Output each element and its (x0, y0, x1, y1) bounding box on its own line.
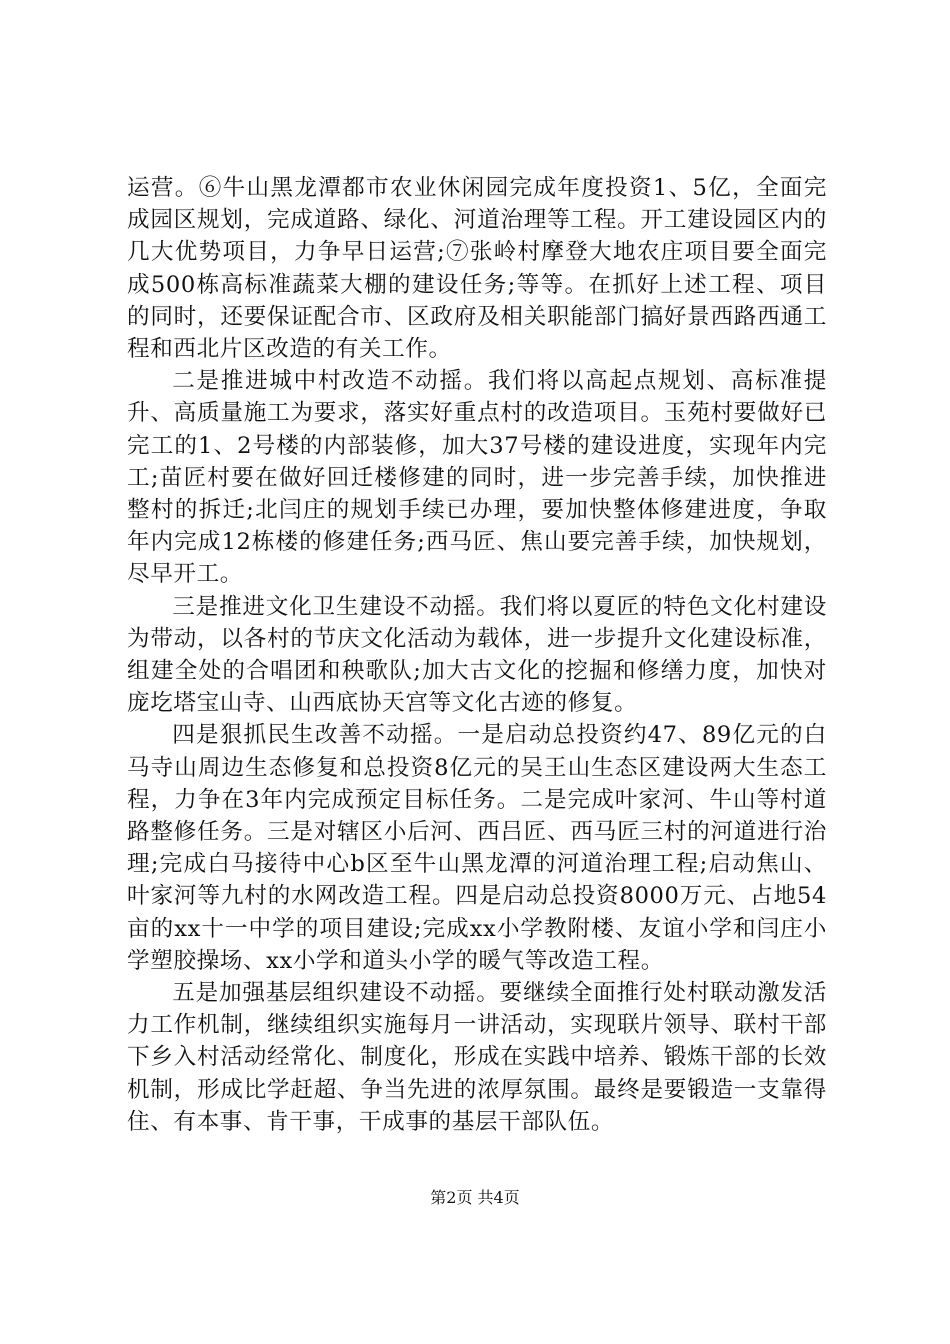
paragraph-village-renovation: 二是推进城中村改造不动摇。我们将以高起点规划、高标准提升、高质量施工为要求，落实好重点村的改造项目。玉苑村要做好已完工的1、2号楼的内部装修，加大37号楼的建设进度，实现年内完工;苗匠村要在做好回迁楼修建的同时，进一步完善手续，加快推进整村的拆迁;北闫庄的规划手续已办理，要加快整体修建进度，争取年内完成12栋楼的修建任务;西马匠、焦山要完善手续，加快规划，尽早开工。 (127, 368, 827, 588)
paragraph-grassroots: 五是加强基层组织建设不动摇。要继续全面推行处村联动激发活力工作机制，继续组织实施每月一讲活动，实现联片领导、联村干部下乡入村活动经常化、制度化，形成在实践中培养、锻炼干部的长效机制，形成比学赶超、争当先进的浓厚氛围。最终是要锻造一支靠得住、有本事、肯干事，干成事的基层干部队伍。 (127, 980, 827, 1135)
paragraph-livelihood: 四是狠抓民生改善不动摇。一是启动总投资约47、89亿元的白马寺山周边生态修复和总投资8亿元的吴王山生态区建设两大生态工程，力争在3年内完成预定目标任务。二是完成叶家河、牛山等村道路整修任务。三是对辖区小后河、西吕匠、西马匠三村的河道进行治理;完成白马接待中心b区至牛山黑龙潭的河道治理工程;启动焦山、叶家河等九村的水网改造工程。四是启动总投资8000万元、占地54亩的xx十一中学的项目建设;完成xx小学教附楼、友谊小学和闫庄小学塑胶操场、xx小学和道头小学的暖气等改造工程。 (127, 722, 827, 974)
paragraph-continuation: 运营。⑥牛山黑龙潭都市农业休闲园完成年度投资1、5亿，全面完成园区规划，完成道路、绿化、河道治理等工程。开工建设园区内的几大优势项目，力争早日运营;⑦张岭村摩登大地农庄项目要全面完成500栋高标准蔬菜大棚的建设任务;等等。在抓好上述工程、项目的同时，还要保证配合市、区政府及相关职能部门搞好景西路西通工程和西北片区改造的有关工作。 (127, 175, 827, 363)
document-body (127, 172, 827, 1138)
page-number: 第2页 共4页 (430, 1188, 520, 1207)
paragraph-culture-health: 三是推进文化卫生建设不动摇。我们将以夏匠的特色文化村建设为带动，以各村的节庆文化活动为载体，进一步提升文化建设标准，组建全处的合唱团和秧歌队;加大古文化的挖掘和修缮力度，加快对庞圪塔宝山寺、山西底协天宫等文化古迹的修复。 (127, 593, 827, 717)
